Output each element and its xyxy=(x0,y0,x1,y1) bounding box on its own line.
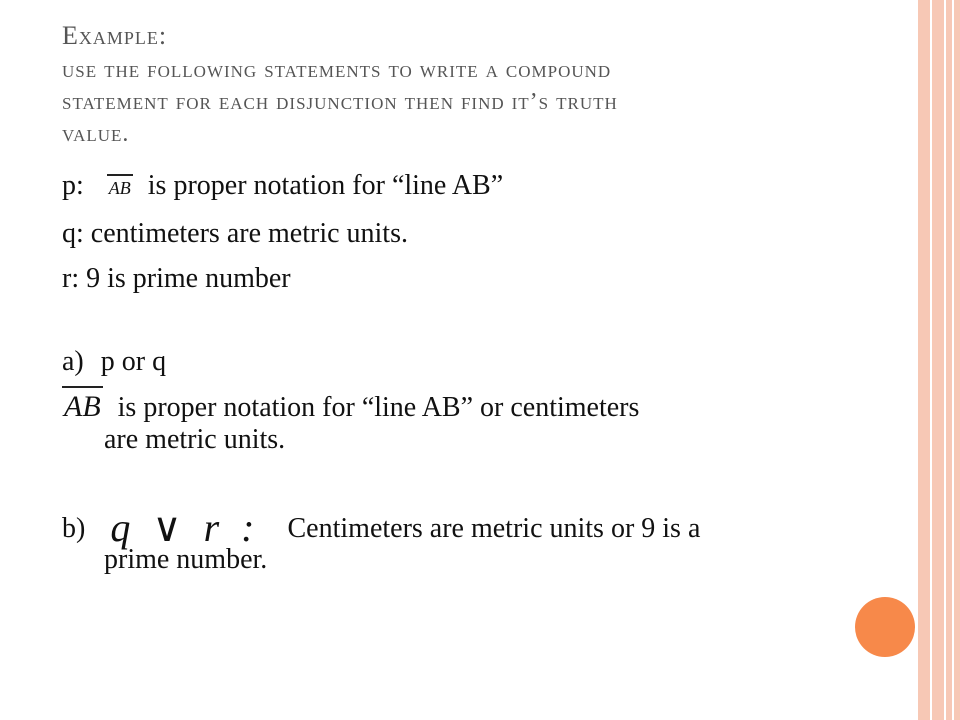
overline xyxy=(62,386,103,388)
title-line-2: statement for each disjunction then find it’s truth xyxy=(62,89,618,115)
part-b-label: b) xyxy=(62,513,86,544)
segment-ab-symbol xyxy=(107,178,133,199)
line-ab-symbol xyxy=(62,390,103,424)
statement-r: r: 9 is prime number xyxy=(62,263,291,294)
title-heading: Example: xyxy=(62,21,168,50)
part-a-line-2: are metric units. xyxy=(104,424,286,455)
border-stripe xyxy=(930,0,932,720)
title-line-1: use the following statements to write a compound xyxy=(62,57,612,83)
part-b-line-2: prime number. xyxy=(104,544,268,575)
part-a-label: a) xyxy=(62,346,84,377)
overline xyxy=(107,174,133,176)
border-stripe xyxy=(952,0,954,720)
right-decorative-border xyxy=(918,0,960,720)
border-stripe xyxy=(944,0,946,720)
slide-title xyxy=(62,18,842,150)
segment-ab-text: AB xyxy=(108,178,131,198)
p-text: is proper notation for “line AB” xyxy=(147,170,504,201)
part-a-header xyxy=(62,346,166,378)
p-label: p: xyxy=(62,170,84,201)
part-b-text-1: Centimeters are metric units or 9 is a xyxy=(287,513,701,544)
part-a-expression: p or q xyxy=(100,346,167,377)
decorative-circle xyxy=(855,597,915,657)
part-a-text-1: is proper notation for “line AB” or centimeters xyxy=(117,392,640,423)
statement-p xyxy=(62,170,503,202)
part-a-line-1 xyxy=(62,390,639,424)
title-line-3: value. xyxy=(62,121,130,147)
line-ab-text: AB xyxy=(64,390,101,423)
statement-q: q: centimeters are metric units. xyxy=(62,218,408,249)
part-b-expression: q ∨ r : xyxy=(110,505,261,550)
